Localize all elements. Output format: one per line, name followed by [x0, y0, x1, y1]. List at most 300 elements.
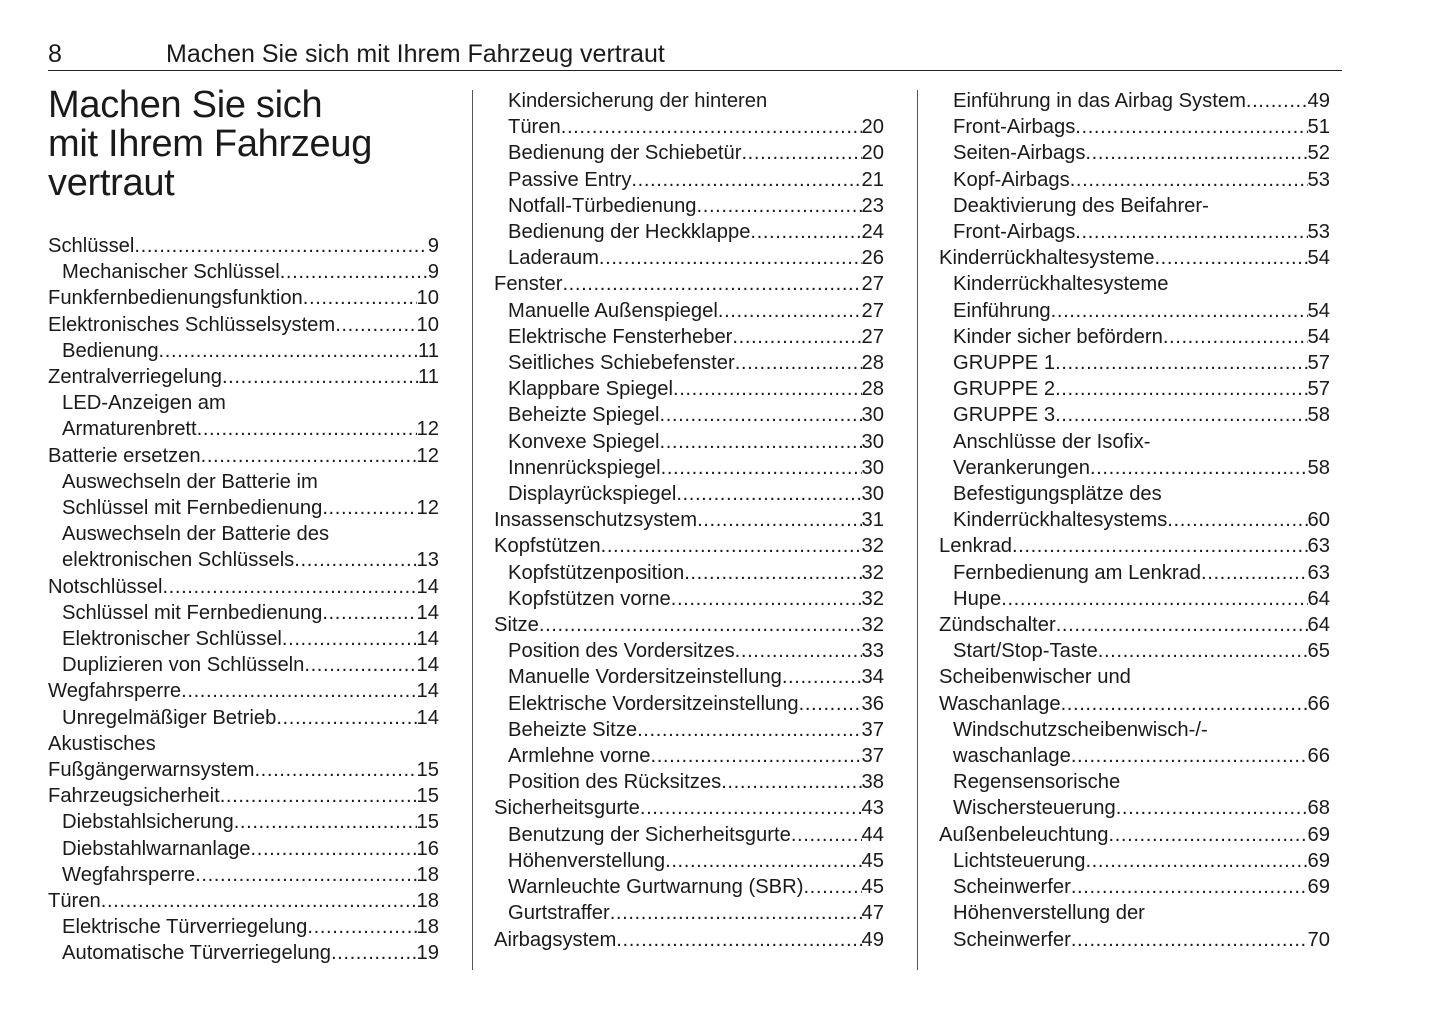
- dot-leader: [735, 638, 862, 664]
- toc-entry[interactable]: [939, 167, 1330, 193]
- dot-leader: [631, 167, 861, 193]
- toc-entry[interactable]: [48, 652, 439, 678]
- toc-entry[interactable]: [494, 717, 884, 743]
- toc-page-number: 63: [1307, 535, 1330, 558]
- toc-entry-row: [953, 560, 1330, 586]
- toc-entry-label: Elektrische Fensterheber: [508, 325, 733, 348]
- toc-entry[interactable]: [939, 193, 1330, 245]
- toc-page-number: 69: [1307, 823, 1330, 846]
- toc-entry-row: [62, 495, 439, 521]
- toc-entry-label: Warnleuchte Gurtwarnung (SBR): [508, 876, 804, 899]
- toc-entry-label: Start/Stop-Taste: [953, 640, 1098, 663]
- toc-entry-label: Laderaum: [508, 247, 599, 270]
- toc-entry[interactable]: [939, 140, 1330, 166]
- dot-leader: [331, 940, 417, 966]
- toc-entry-row: [508, 900, 884, 926]
- toc-entry[interactable]: [494, 612, 884, 638]
- dot-leader: [134, 233, 427, 259]
- toc-entry[interactable]: [48, 940, 439, 966]
- chapter-title-line: Machen Sie sich: [48, 84, 323, 126]
- dot-leader: [1012, 533, 1308, 559]
- toc-entry-label: Gurtstraffer: [508, 902, 610, 925]
- dot-leader: [697, 193, 862, 219]
- dot-leader: [562, 271, 861, 297]
- toc-entry[interactable]: [494, 140, 884, 166]
- toc-entry[interactable]: [494, 743, 884, 769]
- toc-entry[interactable]: [939, 664, 1330, 716]
- toc-entry[interactable]: [48, 678, 439, 704]
- dot-leader: [665, 848, 861, 874]
- toc-entry-label: Kopfstützenposition: [508, 561, 685, 584]
- toc-entry-label: Verankerungen: [953, 456, 1090, 479]
- toc-entry-label: Mechanischer Schlüssel: [62, 261, 280, 284]
- toc-entry-label: GRUPPE 2: [953, 378, 1056, 401]
- toc-entry-row: [508, 743, 884, 769]
- toc-entry[interactable]: [48, 521, 439, 573]
- toc-column-2: [494, 88, 884, 953]
- toc-page-number: 34: [861, 666, 884, 689]
- toc-page-number: 15: [416, 785, 439, 808]
- toc-entry[interactable]: [494, 271, 884, 297]
- dot-leader: [1051, 298, 1308, 324]
- toc-entry-row: [953, 743, 1330, 769]
- toc-entry[interactable]: [939, 350, 1330, 376]
- toc-entry[interactable]: [494, 324, 884, 350]
- toc-entry[interactable]: [939, 533, 1330, 559]
- toc-entry[interactable]: [48, 626, 439, 652]
- toc-entry-label: Bedienung: [62, 339, 159, 362]
- toc-entry-row: [953, 927, 1330, 953]
- toc-entry[interactable]: [48, 233, 439, 259]
- toc-entry[interactable]: [939, 874, 1330, 900]
- toc-entry[interactable]: [494, 927, 884, 953]
- toc-entry-label: Einführung: [953, 299, 1051, 322]
- toc-entry-label: Insassenschutzsystem: [494, 509, 698, 532]
- toc-entry[interactable]: [48, 600, 439, 626]
- toc-entry[interactable]: [494, 193, 884, 219]
- toc-entry[interactable]: [939, 612, 1330, 638]
- toc-entry[interactable]: [48, 364, 439, 390]
- toc-entry[interactable]: [939, 848, 1330, 874]
- dot-leader: [601, 533, 862, 559]
- toc-page-number: 54: [1307, 325, 1330, 348]
- toc-entry-row: [48, 574, 439, 600]
- toc-entry-label: GRUPPE 1: [953, 352, 1056, 375]
- dot-leader: [750, 219, 861, 245]
- toc-entry[interactable]: [494, 533, 884, 559]
- dot-leader: [637, 717, 861, 743]
- toc-entry[interactable]: [939, 822, 1330, 848]
- toc-entry-label-line: LED-Anzeigen am: [62, 392, 226, 415]
- toc-entry-label: Position des Rücksitzes: [508, 771, 722, 794]
- dot-leader: [280, 259, 428, 285]
- dot-leader: [1055, 350, 1307, 376]
- toc-page-number: 68: [1307, 797, 1330, 820]
- toc-entry-label: Fahrzeugsicherheit: [48, 785, 220, 808]
- toc-page-number: 51: [1307, 116, 1330, 139]
- toc-entry-label: Fußgängerwarnsystem: [48, 759, 255, 782]
- toc-entry-label: Airbagsystem: [494, 928, 617, 951]
- toc-page-number: 26: [861, 247, 884, 270]
- toc-entry-label-line: Regensensorische: [953, 771, 1121, 794]
- toc-entry-label: Displayrückspiegel: [508, 483, 677, 506]
- toc-entry-row: [953, 638, 1330, 664]
- toc-entry[interactable]: [494, 586, 884, 612]
- toc-entry[interactable]: [939, 481, 1330, 533]
- dot-leader: [234, 809, 417, 835]
- toc-entry-row: [953, 848, 1330, 874]
- toc-entry-row: [48, 888, 439, 914]
- toc-entry[interactable]: [494, 219, 884, 245]
- toc-entry-label-line: Befestigungsplätze des: [953, 483, 1162, 506]
- dot-leader: [735, 350, 862, 376]
- toc-entry-row: [939, 245, 1330, 271]
- toc-entry-label: Lenkrad: [939, 535, 1012, 558]
- toc-entry-label: Sitze: [494, 614, 539, 637]
- toc-entry-row: [508, 638, 884, 664]
- toc-entry-label: Armaturenbrett: [62, 418, 197, 441]
- toc-page-number: 69: [1307, 876, 1330, 899]
- dot-leader: [1085, 848, 1307, 874]
- toc-entry[interactable]: [939, 324, 1330, 350]
- dot-leader: [1163, 324, 1308, 350]
- dot-leader: [791, 822, 862, 848]
- toc-entry-row: [62, 940, 439, 966]
- toc-entry[interactable]: [48, 783, 439, 809]
- toc-entry-row: [508, 560, 884, 586]
- toc-entry[interactable]: [48, 888, 439, 914]
- toc-page-number: 57: [1307, 378, 1330, 401]
- toc-entry-label-line: Auswechseln der Batterie im: [62, 470, 318, 493]
- dot-leader: [1071, 927, 1308, 953]
- toc-page-number: 14: [416, 628, 439, 651]
- dot-leader: [101, 888, 417, 914]
- toc-entry-row: [939, 691, 1330, 717]
- toc-page-number: 14: [416, 680, 439, 703]
- toc-entry-label: Beheizte Spiegel: [508, 404, 660, 427]
- toc-entry-label: Seitliches Schiebefenster: [508, 352, 735, 375]
- toc-entry[interactable]: [48, 731, 439, 783]
- toc-entry[interactable]: [48, 836, 439, 862]
- toc-entry[interactable]: [939, 900, 1330, 952]
- toc-page-number: 53: [1307, 168, 1330, 191]
- toc-entry[interactable]: [494, 664, 884, 690]
- toc-entry-row: [62, 705, 439, 731]
- chapter-title: [48, 86, 439, 203]
- toc-entry[interactable]: [939, 88, 1330, 114]
- toc-entry-label: Front-Airbags: [953, 221, 1076, 244]
- toc-entry[interactable]: [939, 429, 1330, 481]
- toc-entry[interactable]: [494, 638, 884, 664]
- toc-entry-row: [48, 678, 439, 704]
- toc-entry-row: [62, 338, 439, 364]
- toc-entry-label: Front-Airbags: [953, 116, 1076, 139]
- toc-entries: [48, 233, 439, 967]
- toc-page-number: 13: [416, 549, 439, 572]
- toc-entry-row: [62, 836, 439, 862]
- dot-leader: [159, 338, 418, 364]
- toc-entry[interactable]: [939, 560, 1330, 586]
- dot-leader: [1201, 560, 1308, 586]
- toc-entry[interactable]: [494, 402, 884, 428]
- dot-leader: [616, 927, 861, 953]
- toc-page-number: 27: [861, 299, 884, 322]
- toc-entry-row: [48, 757, 439, 783]
- dot-leader: [718, 298, 862, 324]
- toc-entry[interactable]: [48, 338, 439, 364]
- toc-entry[interactable]: [494, 88, 884, 140]
- toc-entry-label: Zentralverriegelung: [48, 366, 222, 389]
- toc-entry[interactable]: [939, 271, 1330, 323]
- toc-entry[interactable]: [939, 114, 1330, 140]
- toc-entry-row: [494, 612, 884, 638]
- dot-leader: [195, 862, 416, 888]
- toc-entry[interactable]: [48, 705, 439, 731]
- toc-entry-row: [953, 874, 1330, 900]
- toc-entry[interactable]: [48, 390, 439, 442]
- toc-entry[interactable]: [494, 795, 884, 821]
- toc-entry-row: [508, 874, 884, 900]
- toc-page-number: 9: [427, 261, 439, 284]
- toc-entry-row: [62, 914, 439, 940]
- dot-leader: [673, 376, 862, 402]
- toc-entry-label: Wegfahrsperre: [62, 863, 196, 886]
- toc-entry[interactable]: [939, 376, 1330, 402]
- toc-entry-label: Bedienung der Schiebetür: [508, 142, 742, 165]
- toc-page-number: 32: [861, 614, 884, 637]
- toc-page-number: 65: [1307, 640, 1330, 663]
- dot-leader: [222, 364, 418, 390]
- toc-entry-row: [953, 114, 1330, 140]
- toc-entry-label: Lichtsteuerung: [953, 849, 1086, 872]
- dot-leader: [561, 114, 862, 140]
- toc-entry[interactable]: [494, 298, 884, 324]
- toc-entry-row: [494, 927, 884, 953]
- toc-entry-row: [48, 783, 439, 809]
- toc-entry[interactable]: [494, 874, 884, 900]
- toc-entry-label: Duplizieren von Schlüsseln: [62, 654, 305, 677]
- toc-entry-row: [48, 233, 439, 259]
- toc-entry-label: waschanlage: [953, 745, 1071, 768]
- toc-entry-label: Funkfernbedienungsfunktion: [48, 287, 303, 310]
- toc-page-number: 64: [1307, 614, 1330, 637]
- dot-leader: [335, 312, 416, 338]
- dot-leader: [201, 443, 417, 469]
- dot-leader: [539, 612, 862, 638]
- toc-page-number: 58: [1307, 456, 1330, 479]
- toc-page-number: 30: [861, 456, 884, 479]
- dot-leader: [803, 874, 861, 900]
- toc-entry-label-line: Deaktivierung des Beifahrer-: [953, 194, 1209, 217]
- dot-leader: [732, 324, 861, 350]
- toc-entry[interactable]: [939, 586, 1330, 612]
- toc-entry-label: Schlüssel: [48, 235, 135, 257]
- toc-page-number: 12: [416, 444, 439, 467]
- toc-entry[interactable]: [48, 914, 439, 940]
- toc-entry-label: Außenbeleuchtung: [939, 823, 1109, 846]
- toc-entry[interactable]: [48, 312, 439, 338]
- toc-page-number: 16: [416, 837, 439, 860]
- toc-entry[interactable]: [494, 350, 884, 376]
- toc-page-number: 43: [861, 797, 884, 820]
- toc-entry-label: Innenrückspiegel: [508, 456, 661, 479]
- toc-entry[interactable]: [939, 245, 1330, 271]
- toc-entry-row: [939, 533, 1330, 559]
- toc-entry-row: [508, 717, 884, 743]
- dot-leader: [276, 705, 416, 731]
- toc-entry[interactable]: [494, 507, 884, 533]
- toc-page-number: 9: [427, 235, 439, 257]
- toc-entry-row: [508, 324, 884, 350]
- toc-page-number: 14: [416, 601, 439, 624]
- toc-entry-row: [953, 167, 1330, 193]
- toc-entry[interactable]: [494, 769, 884, 795]
- toc-entry[interactable]: [48, 574, 439, 600]
- toc-entry-label: Schlüssel mit Fernbedienung: [62, 601, 323, 624]
- toc-entry[interactable]: [494, 900, 884, 926]
- toc-entry-row: [494, 533, 884, 559]
- toc-entry-label-line: Anschlüsse der Isofix-: [953, 430, 1151, 453]
- toc-entry[interactable]: [494, 376, 884, 402]
- toc-entry[interactable]: [939, 717, 1330, 769]
- toc-page-number: 54: [1307, 299, 1330, 322]
- toc-page-number: 33: [861, 640, 884, 663]
- dot-leader: [661, 455, 862, 481]
- chapter-title-line: vertraut: [48, 162, 175, 204]
- toc-entry-row: [62, 809, 439, 835]
- toc-entry-row: [508, 350, 884, 376]
- dot-leader: [1055, 376, 1307, 402]
- toc-entry[interactable]: [494, 167, 884, 193]
- toc-entry-label: Waschanlage: [939, 692, 1061, 715]
- dot-leader: [251, 836, 417, 862]
- toc-page-number: 20: [861, 116, 884, 139]
- toc-page-number: 37: [861, 745, 884, 768]
- toc-entry-label: Position des Vordersitzes: [508, 640, 735, 663]
- toc-page-number: 14: [416, 654, 439, 677]
- toc-entry-row: [953, 376, 1330, 402]
- toc-entry-label: Elektrische Vordersitzeinstellung: [508, 692, 799, 715]
- toc-entry-row: [508, 245, 884, 271]
- toc-entry[interactable]: [939, 638, 1330, 664]
- toc-entry-label-line: Auswechseln der Batterie des: [62, 523, 330, 546]
- toc-entry[interactable]: [494, 848, 884, 874]
- toc-entry-row: [508, 664, 884, 690]
- toc-entry-row: [48, 312, 439, 338]
- toc-page-number: 19: [416, 942, 439, 965]
- toc-entry[interactable]: [48, 469, 439, 521]
- dot-leader: [220, 783, 417, 809]
- toc-entry-row: [508, 167, 884, 193]
- dot-leader: [254, 757, 416, 783]
- toc-page-number: 53: [1307, 221, 1330, 244]
- toc-entry-row: [62, 547, 439, 573]
- toc-entry-label-line: Kinderrückhaltesysteme: [953, 273, 1169, 296]
- toc-entry-row: [62, 416, 439, 442]
- toc-entry[interactable]: [494, 691, 884, 717]
- toc-entry[interactable]: [48, 285, 439, 311]
- toc-entry-row: [508, 298, 884, 324]
- toc-entry[interactable]: [48, 809, 439, 835]
- toc-entry[interactable]: [494, 822, 884, 848]
- dot-leader: [1075, 219, 1307, 245]
- toc-page-number: 63: [1307, 561, 1330, 584]
- toc-page-number: 20: [861, 142, 884, 165]
- dot-leader: [1116, 795, 1308, 821]
- toc-page-number: 21: [861, 168, 884, 191]
- toc-entry[interactable]: [494, 560, 884, 586]
- toc-page-number: 69: [1307, 849, 1330, 872]
- toc-entry[interactable]: [939, 769, 1330, 821]
- toc-entry-label: Elektrische Türverriegelung: [62, 916, 308, 939]
- toc-entry-row: [508, 402, 884, 428]
- dot-leader: [294, 547, 416, 573]
- dot-leader: [1246, 88, 1308, 114]
- dot-leader: [721, 769, 861, 795]
- dot-leader: [782, 664, 862, 690]
- dot-leader: [1070, 167, 1308, 193]
- toc-entry-label: Kopf-Airbags: [953, 168, 1070, 191]
- toc-page-number: 52: [1307, 142, 1330, 165]
- toc-entry-label: Wischersteuerung: [953, 797, 1116, 820]
- toc-entry[interactable]: [494, 429, 884, 455]
- toc-page-number: 66: [1307, 745, 1330, 768]
- toc-page-number: 12: [416, 497, 439, 520]
- toc-entry[interactable]: [494, 245, 884, 271]
- toc-page-number: 23: [861, 194, 884, 217]
- toc-page-number: 12: [416, 418, 439, 441]
- dot-leader: [1154, 245, 1307, 271]
- toc-entry-label: Türen: [508, 116, 561, 139]
- toc-entry[interactable]: [939, 402, 1330, 428]
- chapter-title-line: mit Ihrem Fahrzeug: [48, 123, 373, 165]
- toc-entry[interactable]: [48, 259, 439, 285]
- toc-entry-label: Schlüssel mit Fernbedienung: [62, 497, 323, 520]
- toc-entry[interactable]: [48, 443, 439, 469]
- toc-page-number: 27: [861, 325, 884, 348]
- toc-entry-label: Klappbare Spiegel: [508, 378, 673, 401]
- dot-leader: [684, 560, 861, 586]
- dot-leader: [741, 140, 861, 166]
- toc-page-number: 11: [418, 339, 439, 362]
- dot-leader: [1071, 743, 1308, 769]
- toc-page-number: 36: [861, 692, 884, 715]
- toc-entry-label: Kopfstützen: [494, 535, 601, 558]
- toc-entry-label: Batterie ersetzen: [48, 444, 201, 467]
- toc-entry-label: Fernbedienung am Lenkrad: [953, 561, 1202, 584]
- toc-page-number: 15: [416, 759, 439, 782]
- toc-entry[interactable]: [494, 481, 884, 507]
- toc-entry-row: [953, 795, 1330, 821]
- toc-entry[interactable]: [48, 862, 439, 888]
- dot-leader: [1090, 455, 1308, 481]
- dot-leader: [322, 495, 416, 521]
- toc-page-number: 28: [861, 352, 884, 375]
- toc-page-number: 30: [861, 430, 884, 453]
- toc-entry-row: [62, 652, 439, 678]
- toc-entry[interactable]: [494, 455, 884, 481]
- toc-entry-row: [508, 822, 884, 848]
- toc-entry-label: Automatische Türverriegelung: [62, 942, 331, 965]
- toc-page-number: 66: [1307, 692, 1330, 715]
- toc-entry-row: [939, 612, 1330, 638]
- dot-leader: [304, 652, 416, 678]
- toc-entry-row: [494, 271, 884, 297]
- toc-entry-row: [494, 507, 884, 533]
- dot-leader: [1055, 402, 1307, 428]
- toc-entry-row: [494, 795, 884, 821]
- toc-entry-label: Unregelmäßiger Betrieb: [62, 706, 277, 729]
